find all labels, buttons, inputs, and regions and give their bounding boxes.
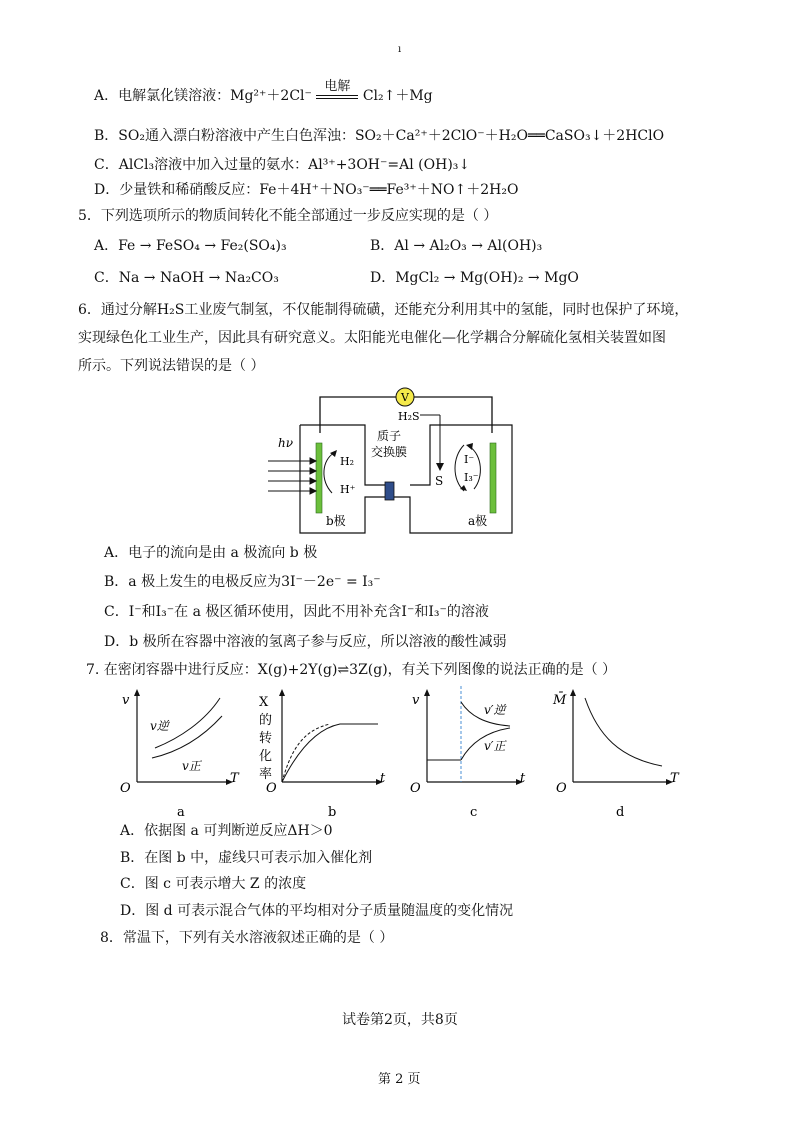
sulfur-label: S — [435, 474, 444, 488]
top-mark: ı — [398, 44, 402, 55]
q5-option-d: D．MgCl₂ → Mg(OH)₂ → MgO — [370, 270, 579, 286]
q7-option-d: D．图 d 可表示混合气体的平均相对分子质量随温度的变化情况 — [120, 903, 514, 919]
svg-text:O: O — [410, 781, 421, 796]
voltmeter-label: V — [401, 391, 409, 404]
q5-option-b: B．Al → Al₂O₃ → Al(OH)₃ — [370, 238, 543, 254]
proton-exchange-membrane — [385, 482, 394, 500]
i3minus-label: I₃⁻ — [464, 471, 479, 484]
q6-stem-line3: 所示。下列说法错误的是（ ） — [78, 358, 265, 374]
membrane-label-2: 交换膜 — [370, 445, 408, 459]
b-cycle-arrow — [324, 453, 334, 493]
electrolysis-cell-diagram — [0, 385, 800, 535]
q7-option-c: C．图 c 可表示增大 Z 的浓度 — [120, 876, 307, 892]
a-cycle-arrow — [455, 445, 464, 491]
q6-stem-line1: 6．通过分解H₂S工业废气制氢，不仅能制得硫磺，还能充分利用其中的氢能，同时也保护了环境， — [78, 302, 689, 318]
q7-graphs — [0, 686, 800, 821]
svg-text:c: c — [470, 805, 478, 820]
q6-option-a: A．电子的流向是由 a 极流向 b 极 — [104, 545, 318, 561]
q4-option-a — [94, 79, 433, 106]
q7-option-a: A．依据图 a 可判断逆反应ΔH＞0 — [120, 823, 333, 839]
hplus-label: H⁺ — [340, 483, 356, 496]
q4-option-c: C．AlCl₃溶液中加入过量的氨水：Al³⁺+3OH⁻=Al (OH)₃↓ — [94, 157, 471, 173]
svg-text:T: T — [230, 771, 239, 786]
svg-text:转: 转 — [259, 731, 273, 746]
q6-option-b: B．a 极上发生的电极反应为3I⁻－2e⁻ = I₃⁻ — [104, 574, 381, 590]
graph-d-curve — [585, 698, 662, 766]
svg-text:v: v — [412, 693, 420, 708]
q5-option-a: A．Fe → FeSO₄ → Fe₂(SO₄)₃ — [94, 238, 287, 254]
q7-stem: 7. 在密闭容器中进行反应：X(g)+2Y(g)⇌3Z(g)，有关下列图像的说法正确的是（ ） — [86, 662, 617, 678]
wire-left — [320, 397, 400, 433]
svg-text:t: t — [520, 771, 526, 786]
graph-a — [120, 689, 240, 820]
electrolysis-equals — [316, 79, 358, 99]
iminus-label: I⁻ — [464, 453, 475, 466]
svg-text:v: v — [122, 693, 130, 708]
q5-stem: 5．下列选项所示的物质间转化不能全部通过一步反应实现的是（ ） — [78, 208, 498, 224]
footer-page-info: 试卷第2页，共8页 — [342, 1012, 458, 1028]
q6-stem-line2: 实现绿色化工业生产，因此具有研究意义。太阳能光电催化—化学耦合分解硫化氢相关装置如图 — [78, 330, 666, 346]
graph-b — [259, 689, 386, 820]
svg-text:a: a — [177, 805, 185, 820]
svg-text:T: T — [670, 771, 679, 786]
graph-c — [410, 686, 526, 820]
h2-label: H₂ — [340, 455, 355, 468]
electrolysis-label: 电解 — [324, 79, 351, 94]
q7-option-b: B．在图 b 中，虚线只可表示加入催化剂 — [120, 850, 373, 866]
svg-text:v正: v正 — [182, 759, 201, 773]
q4-option-b: B．SO₂通入漂白粉溶液中产生白色浑浊：SO₂＋Ca²⁺＋2ClO⁻＋H₂O══CaSO₃↓＋2HClO — [94, 128, 665, 144]
light-arrows — [268, 458, 316, 494]
q4-option-d: D．少量铁和稀硝酸反应：Fe＋4H⁺＋NO₃⁻══Fe³⁺＋NO↑＋2H₂O — [94, 182, 519, 198]
q6-option-d: D．b 极所在容器中溶液的氢离子参与反应，所以溶液的酸性减弱 — [104, 634, 507, 650]
footer-page-number: 第 2 页 — [378, 1072, 421, 1087]
graph-d — [552, 689, 680, 820]
b-electrode — [316, 443, 322, 513]
graph-b-dashed-curve — [282, 724, 330, 782]
membrane-label-1: 质子 — [376, 429, 402, 443]
graph-b-solid-curve — [282, 724, 378, 782]
svg-text:O: O — [120, 781, 131, 796]
svg-text:t: t — [380, 771, 386, 786]
svg-text:v′正: v′正 — [484, 739, 506, 753]
svg-text:化: 化 — [259, 749, 273, 764]
b-electrode-label: b极 — [326, 514, 346, 528]
hv-label: hν — [278, 436, 294, 450]
svg-text:X: X — [259, 695, 269, 710]
a-electrode — [490, 443, 496, 513]
svg-text:v′逆: v′逆 — [484, 703, 506, 717]
svg-text:O: O — [556, 781, 567, 796]
q4-option-a-left: A．电解氯化镁溶液：Mg²⁺＋2Cl⁻ — [94, 88, 312, 104]
svg-text:b: b — [328, 805, 337, 820]
a-electrode-label: a极 — [468, 514, 488, 528]
h2s-arrow-head — [436, 463, 444, 471]
q4-option-a-right: Cl₂↑＋Mg — [362, 88, 433, 104]
svg-text:d: d — [616, 805, 625, 820]
svg-text:O: O — [266, 781, 277, 796]
q8-stem: 8．常温下，下列有关水溶液叙述正确的是（ ） — [100, 930, 394, 946]
q6-option-c: C．I⁻和I₃⁻在 a 极区循环使用，因此不用补充含I⁻和I₃⁻的溶液 — [104, 604, 489, 620]
h2s-label: H₂S — [398, 410, 420, 423]
svg-text:率: 率 — [259, 767, 273, 782]
svg-text:M̄: M̄ — [553, 693, 567, 708]
svg-text:的: 的 — [259, 713, 273, 728]
q5-option-c: C．Na → NaOH → Na₂CO₃ — [94, 270, 279, 286]
svg-text:v逆: v逆 — [150, 719, 169, 733]
